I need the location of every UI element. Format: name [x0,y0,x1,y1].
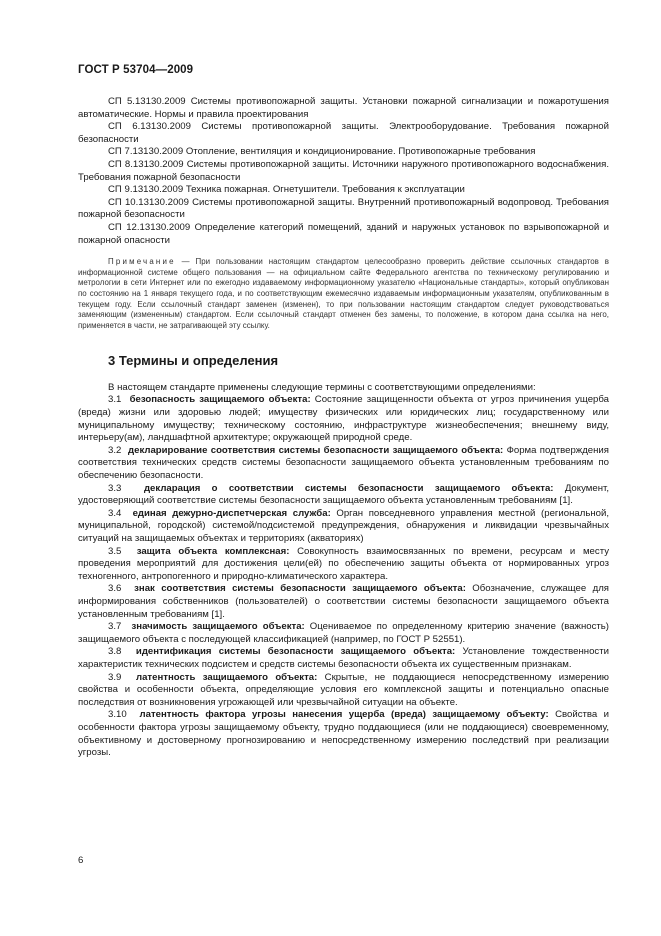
reference-item: СП 9.13130.2009 Техника пожарная. Огнетушители. Требования к эксплуатации [108,184,465,196]
term-number: 3.10 [108,709,127,721]
reference-item: СП 7.13130.2009 Отопление, вентиляция и кондиционирование. Противопожарные требования [108,146,536,158]
term-name: знак соответствия системы безопасности защищаемого объекта: [134,583,466,595]
term-name: латентность фактора угрозы нанесения ущерба (вреда) защищаемому объекту: [139,709,549,721]
reference-item: СП 8.13130.2009 Системы противопожарной защиты. Источники наружного противопожарного водоснабжения. Требования пожарной безопасности [78,158,609,183]
term-text: Совокупность взаимосвязанных по времени, ресурсам и месту проведения мероприятий для достижения цели(ей) по обеспечению защиты объекта от нормированных угроз техногенного, антропогенного и природно-климатического характера. [78,545,609,582]
term-text: Форма подтверждения соответствия технических средств системы безопасности защищаемого объекта установленным требованиям по обеспечению безопасности. [78,444,609,482]
term-definition [78,621,609,646]
term-definition [78,672,609,710]
reference-item: СП 12.13130.2009 Определение категорий помещений, зданий и наружных установок по взрывопожарной и пожарной опасности [78,221,609,246]
term-definition [78,508,609,546]
term-name: латентность защищаемого объекта: [135,671,318,683]
page-number: 6 [78,855,84,866]
term-definition [78,445,609,483]
term-number: 3.8 [108,646,122,658]
reference-item: СП 6.13130.2009 Системы противопожарной защиты. Электрооборудование. Требования пожарной безопасности [78,121,609,145]
term-text: Скрытые, не поддающиеся непосредственному измерению свойства и особенности объекта, определяющие условия его комплексной защиты и потенциально опасные последствия от возникновения угрожающей или чрезвычайной ситуации на объекте. [78,671,609,708]
document-body [78,96,609,760]
term-definition [78,546,609,584]
term-text: Документ, удостоверяющий соответствие системы безопасности защищаемого объекта установленным требованиям [1]. [78,482,609,507]
term-number: 3.3 [108,482,122,494]
term-text: Установление тождественности характеристик технических подсистем и средств системы безопасности объекта их существенным признакам. [78,646,609,670]
term-name: единая дежурно-диспетчерская служба: [132,507,331,519]
reference-item: СП 5.13130.2009 Системы противопожарной защиты. Установки пожарной сигнализации и пожаротушения автоматические. Нормы и правила проектирования [78,96,609,120]
term-definition [78,709,609,759]
term-number: 3.1 [108,394,122,406]
term-text: Состояние защищенности объекта от угроз причинения ущерба (вреда) жизни или здоровью людей; имуществу физических или юридических лиц; государственному или муниципальному имуществу; техническому состоянию, инфраструктуре жизнеобеспечения; внешнему виду, интерьеру(ам), ландшафтной архитектуре; окружающей природной среде. [78,394,609,444]
term-definition [78,646,609,671]
term-number: 3.7 [108,621,122,633]
term-number: 3.5 [108,545,122,557]
term-number: 3.2 [108,444,122,456]
section-intro: В настоящем стандарте применены следующие термины с соответствующими определениями: [108,381,536,393]
references-list [78,96,609,247]
document-header: ГОСТ Р 53704—2009 [78,64,194,76]
term-text: Обозначение, служащее для информирования собственников (пользователей) о соответствии системы безопасности защищаемого объекта установленным требованиям [1]. [78,583,609,620]
term-text: Оцениваемое по определенному критерию значение (важность) защищаемого объекта с последующей классификацией (например, по ГОСТ Р 52551). [78,621,609,645]
term-number: 3.6 [108,583,122,595]
term-text: Орган повседневного управления местной (региональной, муниципальной, городской) системой/подсистемой предупреждения, обнаружения и ликвидации чрезвычайных ситуаций на защищаемых объектах и территориях (акваториях) [78,507,609,544]
term-name: декларация о соответствии системы безопасности защищаемого объекта: [143,482,554,494]
term-name: идентификация системы безопасности защищаемого объекта: [135,646,456,658]
term-definition [78,394,609,444]
term-name: защита объекта комплексная: [136,545,290,557]
term-text: Свойства и особенности фактора угрозы защищаемому объекту, трудно поддающиеся (или не поддающиеся) своевременному, объективному и достоверному прогнозированию и непосредственному измерению последствий при реализации угрозы. [78,709,609,759]
term-number: 3.9 [108,671,122,683]
section-title: 3 Термины и определения [108,353,279,369]
term-name: значимость защищаемого объекта: [131,621,305,633]
term-definition [78,483,609,508]
term-name: безопасность защищаемого объекта: [129,394,311,406]
note-block [78,257,609,331]
term-name: декларирование соответствия системы безопасности защищаемого объекта: [128,444,504,456]
note-text: — При пользовании настоящим стандартом целесообразно проверить действие ссылочных стандартов в информационной системе общего пользования — на официальном сайте Федерального агентства по техническому регулированию и метрологии в сети Интернет или по ежегодно издаваемому информационному указателю «Национальные стандарты», который опубликован по состоянию на 1 января текущего года, и по соответствующим ежемесячно издаваемым информационным указателям, опубликованным в текущем году. Если ссылочный стандарт заменен (изменен), то при пользовании настоящим стандартом следует руководствоваться заменяющим (измененным) стандартом. Если ссылочный стандарт отменен без замены, то положение, в котором дана ссылка на него, применяется в части, не затрагивающей эту ссылку. [78,257,609,330]
reference-item: СП 10.13130.2009 Системы противопожарной защиты. Внутренний противопожарный водопровод. Требования пожарной безопасности [78,196,609,221]
term-number: 3.4 [108,507,122,519]
note-label: Примечание [108,257,176,267]
term-definition [78,583,609,621]
